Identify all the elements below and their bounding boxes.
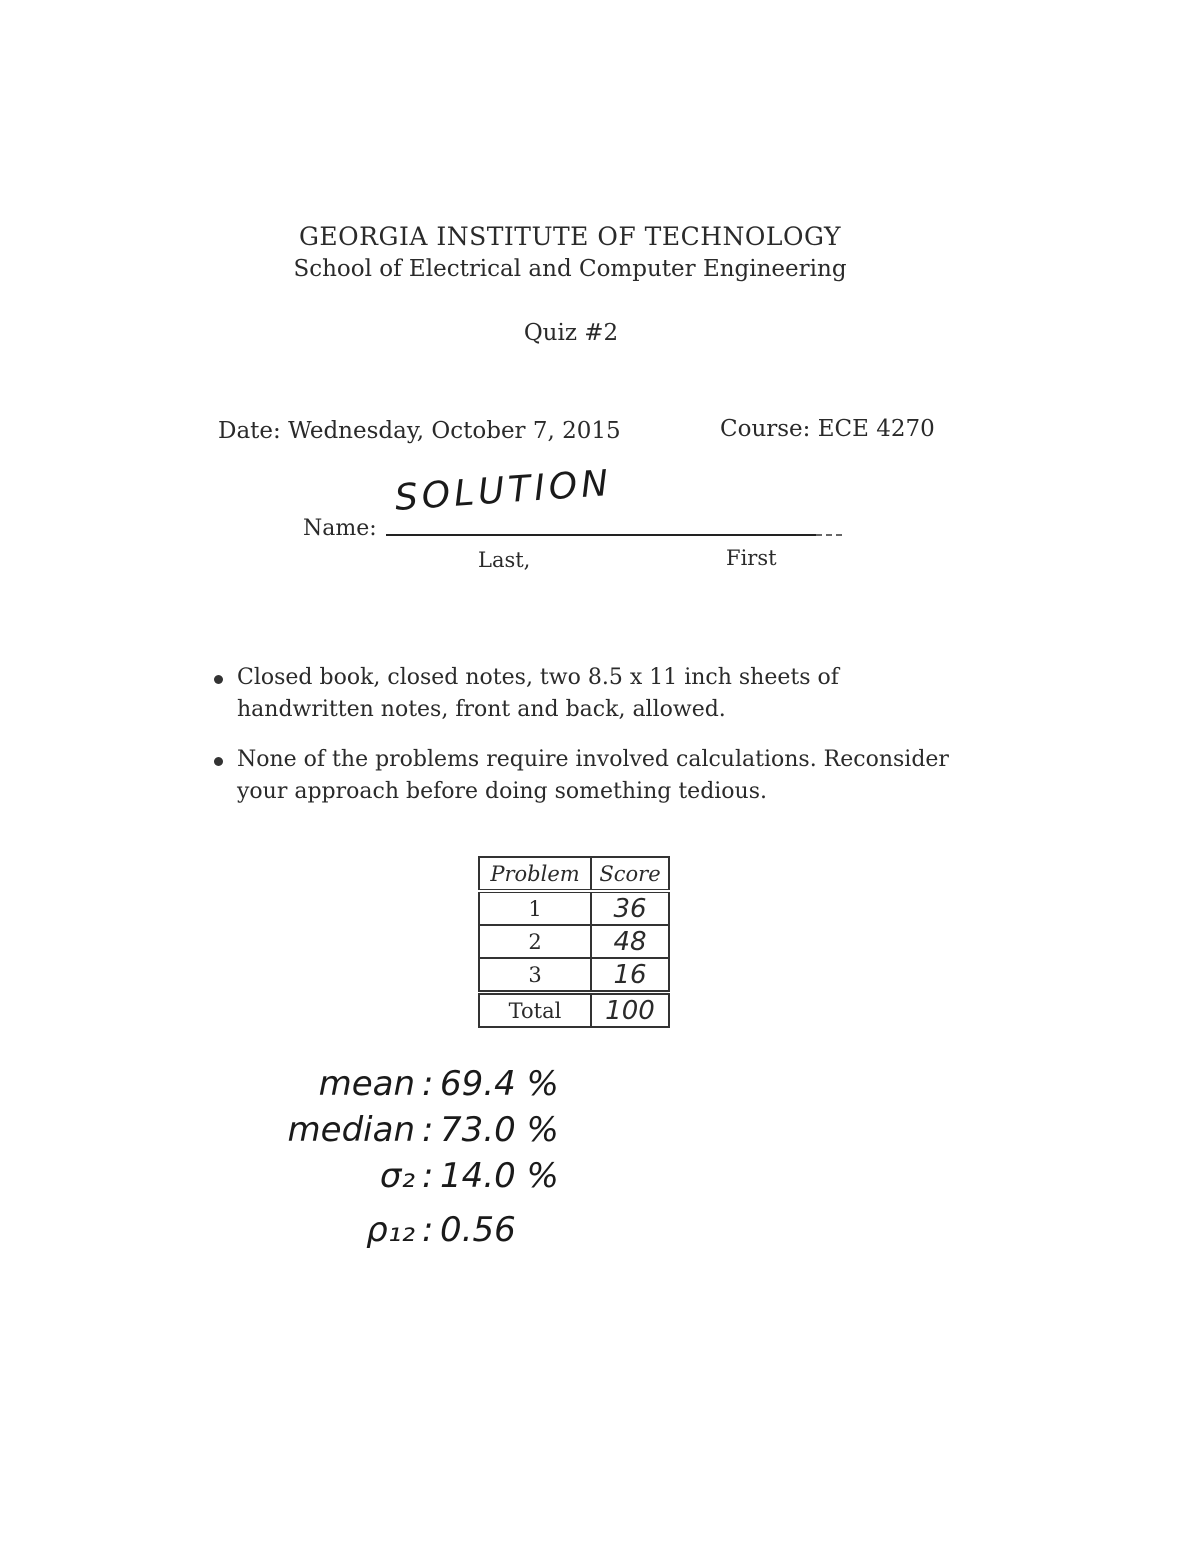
stat-label: σ₂ xyxy=(379,1156,415,1196)
instruction-text: None of the problems require involved calculations. Reconsider your approach before doing something tedious. xyxy=(237,747,949,804)
problem-score: 36 xyxy=(591,891,669,925)
problem-score: 16 xyxy=(591,958,669,993)
stat-colon: : xyxy=(422,1210,434,1250)
instruction-text: Closed book, closed notes, two 8.5 x 11 inch sheets of handwritten notes, front and back, allowed. xyxy=(237,665,839,722)
stat-value: 14.0 % xyxy=(440,1156,559,1196)
table-row xyxy=(479,891,669,925)
score-table xyxy=(478,856,670,1028)
instructions-list xyxy=(213,662,973,826)
stat-colon: : xyxy=(422,1156,434,1196)
quiz-date: Date: Wednesday, October 7, 2015 xyxy=(218,418,621,444)
bullet-icon xyxy=(214,675,223,684)
name-label: Name: xyxy=(303,516,377,541)
stat-label: mean xyxy=(318,1064,415,1104)
header-problem: Problem xyxy=(479,857,591,891)
first-name-label: First xyxy=(726,546,777,570)
stat-label: ρ₁₂ xyxy=(366,1210,415,1250)
name-line-tail xyxy=(816,534,842,536)
stat-value: 0.56 xyxy=(440,1210,516,1250)
school-subtitle: School of Electrical and Computer Engineering xyxy=(293,256,847,282)
table-row xyxy=(479,958,669,993)
total-label: Total xyxy=(479,993,591,1028)
stat-label: median xyxy=(287,1110,415,1150)
problem-number: 2 xyxy=(479,925,591,958)
table-row xyxy=(479,925,669,958)
instruction-item xyxy=(213,662,973,726)
course-code: Course: ECE 4270 xyxy=(720,416,935,442)
header-score: Score xyxy=(591,857,669,891)
name-line xyxy=(386,534,816,536)
stat-value: 73.0 % xyxy=(440,1110,559,1150)
stat-colon: : xyxy=(422,1110,434,1150)
quiz-title: Quiz #2 xyxy=(523,320,619,346)
problem-number: 3 xyxy=(479,958,591,993)
institution-title: GEORGIA INSTITUTE OF TECHNOLOGY xyxy=(298,222,842,251)
total-score: 100 xyxy=(591,993,669,1028)
stat-value: 69.4 % xyxy=(440,1064,559,1104)
problem-score: 48 xyxy=(591,925,669,958)
name-handwritten: SOLUTION xyxy=(393,462,614,519)
bullet-icon xyxy=(214,757,223,766)
score-table-header xyxy=(479,857,669,891)
instruction-item xyxy=(213,744,973,808)
last-name-label: Last, xyxy=(478,548,531,572)
stat-colon: : xyxy=(422,1064,434,1104)
problem-number: 1 xyxy=(479,891,591,925)
table-total-row xyxy=(479,993,669,1028)
